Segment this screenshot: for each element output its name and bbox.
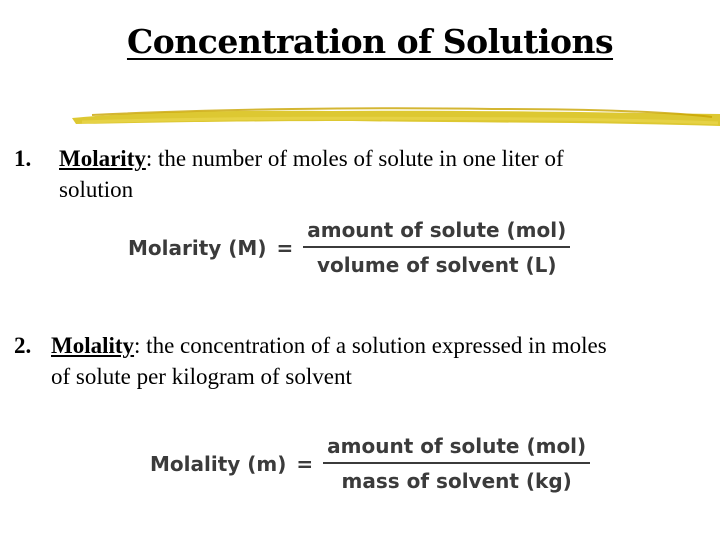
list-item-line xyxy=(14,330,704,361)
formula-denominator: volume of solvent (L) xyxy=(316,253,557,277)
formula-equals: = xyxy=(296,451,314,476)
formula-lhs: Molality (m) xyxy=(150,451,287,476)
list-number: 1. xyxy=(14,146,32,171)
list-item-molality xyxy=(14,330,704,392)
term-molarity: Molarity xyxy=(59,146,146,171)
term-molality: Molality xyxy=(51,333,135,358)
formula-numerator: amount of solute (mol) xyxy=(327,434,587,458)
formula-denominator: mass of solvent (kg) xyxy=(341,469,572,493)
formula-lhs: Molarity (M) xyxy=(128,235,267,260)
molarity-formula xyxy=(128,218,570,277)
slide-title: Concentration of Solutions xyxy=(126,22,614,61)
list-item-molarity xyxy=(14,143,704,205)
list-item-line xyxy=(14,143,704,174)
list-number: 2. xyxy=(14,333,32,358)
title-decorative-rule xyxy=(72,104,720,130)
definition-continuation: solution xyxy=(59,177,134,202)
formula-fraction xyxy=(323,434,590,493)
definition-text: : the number of moles of solute in one liter of xyxy=(145,146,564,171)
formula-numerator: amount of solute (mol) xyxy=(307,218,567,242)
formula-equals: = xyxy=(276,235,294,260)
formula-fraction xyxy=(303,218,570,277)
definition-continuation: of solute per kilogram of solvent xyxy=(51,364,352,389)
definition-text: : the concentration of a solution expressed in moles xyxy=(134,333,607,358)
molality-formula xyxy=(150,434,590,493)
